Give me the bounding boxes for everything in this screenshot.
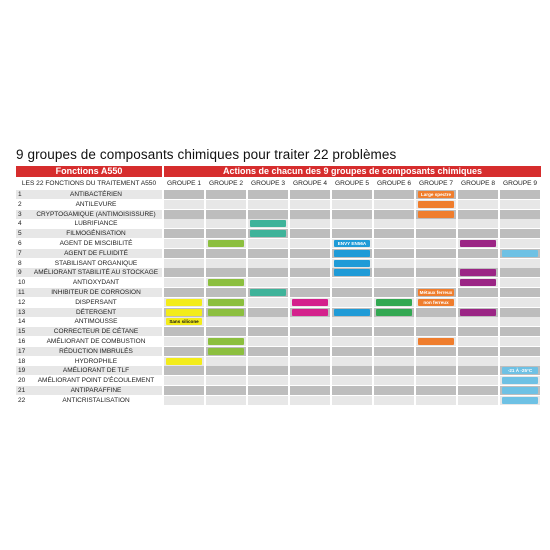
- row-function-name: STABILISANT ORGANIQUE: [54, 259, 138, 267]
- row-function-name: AMÉLIORANT DE COMBUSTION: [46, 338, 146, 345]
- group-cell: [206, 357, 246, 366]
- row-number: 6: [18, 240, 22, 247]
- action-mark-green: [208, 348, 244, 355]
- header-groups-actions: Actions de chacun des 9 groupes de composants chimiques: [164, 166, 541, 177]
- row-number: 12: [18, 298, 26, 306]
- group-cell: [374, 317, 414, 326]
- group-cell: [206, 229, 246, 238]
- group-cell: [416, 219, 456, 228]
- group-cell: [332, 190, 372, 199]
- group-cell: [206, 347, 246, 356]
- group-cell: [458, 298, 498, 307]
- group-cell: [374, 259, 414, 268]
- group-cell: [416, 396, 456, 405]
- row-number: 13: [18, 308, 26, 316]
- group-cell: [290, 317, 330, 326]
- group-cell: [248, 249, 288, 258]
- group-cell: [374, 210, 414, 219]
- group-header-6: GROUPE 6: [374, 179, 414, 189]
- action-mark-blue: [334, 269, 370, 276]
- group-cell: [164, 386, 204, 395]
- action-mark-label: non ferreux: [423, 299, 449, 305]
- row-number: 5: [18, 230, 22, 238]
- group-cell: [458, 308, 498, 317]
- action-mark-green: [208, 279, 244, 286]
- group-cell: [164, 229, 204, 238]
- group-cell: [164, 337, 204, 346]
- group-cell: [206, 288, 246, 297]
- group-cell: [458, 268, 498, 277]
- group-cell: [248, 298, 288, 307]
- group-cell: [164, 190, 204, 199]
- group-cell: [458, 249, 498, 258]
- group-header-1: GROUPE 1: [164, 179, 204, 189]
- group-cell: [332, 317, 372, 326]
- group-cell: [416, 386, 456, 395]
- group-cell: [458, 327, 498, 336]
- group-cell: [416, 366, 456, 375]
- row-number: 14: [18, 318, 26, 326]
- group-cell: [374, 357, 414, 366]
- group-cell: [248, 386, 288, 395]
- group-cell: [164, 366, 204, 375]
- group-cell: [500, 298, 540, 307]
- group-cell: [374, 396, 414, 405]
- group-cell: [248, 396, 288, 405]
- group-cell: [206, 200, 246, 209]
- group-cell: [332, 308, 372, 317]
- group-cell: [332, 337, 372, 346]
- group-cell: [500, 229, 540, 238]
- group-cell: [290, 366, 330, 375]
- group-cell: [290, 396, 330, 405]
- group-cell: [500, 249, 540, 258]
- row-number: 17: [18, 347, 26, 355]
- row-function-name: AMÉLIORANT STABILITÉ AU STOCKAGE: [33, 269, 159, 277]
- group-cell: [290, 190, 330, 199]
- row-number: 21: [18, 387, 26, 394]
- group-cell: [206, 190, 246, 199]
- row-number: 20: [18, 377, 26, 385]
- row-function-name: AGENT DE MISCIBILITÉ: [59, 240, 133, 247]
- action-mark-green: [208, 338, 244, 345]
- group-cell: [332, 259, 372, 268]
- group-cell: [332, 357, 372, 366]
- group-cell: [500, 239, 540, 248]
- group-cell: [458, 337, 498, 346]
- group-cell: [500, 259, 540, 268]
- group-cell: [206, 327, 246, 336]
- group-cell: [416, 278, 456, 287]
- group-cell: [248, 210, 288, 219]
- group-cell: [416, 259, 456, 268]
- group-cell: [206, 249, 246, 258]
- group-cell: [374, 200, 414, 209]
- row-function-name: AGENT DE FLUIDITÉ: [64, 249, 128, 257]
- group-cell: [248, 317, 288, 326]
- action-mark-lightblue: [502, 397, 538, 404]
- group-cell: [500, 366, 540, 375]
- group-cell: [164, 357, 204, 366]
- group-cell: [164, 376, 204, 385]
- group-cell: [248, 239, 288, 248]
- group-cell: [248, 357, 288, 366]
- group-cell: [332, 219, 372, 228]
- group-cell: [206, 268, 246, 277]
- group-cell: [458, 366, 498, 375]
- group-cell: [500, 357, 540, 366]
- row-number: 18: [18, 357, 26, 365]
- group-cell: [416, 376, 456, 385]
- group-cell: [416, 190, 456, 199]
- row-function-name: ANTICRISTALISATION: [62, 396, 130, 404]
- group-cell: [374, 239, 414, 248]
- group-header-8: GROUPE 8: [458, 179, 498, 189]
- group-cell: [206, 308, 246, 317]
- group-cell: [206, 298, 246, 307]
- group-cell: [458, 288, 498, 297]
- group-cell: [332, 278, 372, 287]
- group-cell: [500, 288, 540, 297]
- row-function-name: ANTIOXYDANT: [72, 279, 120, 287]
- group-cell: [374, 219, 414, 228]
- group-cell: [416, 249, 456, 258]
- action-mark-green: [208, 309, 244, 316]
- group-cell: [458, 386, 498, 395]
- group-cell: [416, 239, 456, 248]
- group-cell: [206, 239, 246, 248]
- group-cell: [164, 249, 204, 258]
- group-cell: [290, 298, 330, 307]
- action-mark-green: [208, 240, 244, 247]
- row-function-name: ANTILEVURE: [75, 200, 117, 208]
- row-function-name: HYDROPHILE: [74, 357, 118, 365]
- action-mark-blue: [334, 260, 370, 267]
- row-number: 4: [18, 220, 22, 228]
- group-cell: [290, 288, 330, 297]
- action-mark-yellow: [166, 358, 202, 365]
- row-number: 10: [18, 279, 26, 287]
- group-cell: [248, 308, 288, 317]
- group-cell: [290, 210, 330, 219]
- group-cell: [248, 190, 288, 199]
- row-function-name: ANTIBACTÉRIEN: [69, 191, 122, 198]
- group-cell: [248, 327, 288, 336]
- group-cell: [416, 200, 456, 209]
- group-cell: [416, 357, 456, 366]
- group-cell: [164, 278, 204, 287]
- subheader-functions: LES 22 FONCTIONS DU TRAITEMENT A550: [16, 179, 162, 189]
- group-cell: [206, 210, 246, 219]
- row-function-name: ANTIMOUSSE: [74, 318, 118, 326]
- group-cell: [164, 239, 204, 248]
- group-cell: [290, 259, 330, 268]
- group-cell: [416, 298, 456, 307]
- group-cell: [374, 268, 414, 277]
- action-mark-purple: [460, 309, 496, 316]
- row-function-name: CORRECTEUR DE CÉTANE: [53, 328, 139, 336]
- group-cell: [290, 347, 330, 356]
- row-function-name: DÉTERGENT: [75, 308, 117, 316]
- group-cell: [290, 268, 330, 277]
- group-cell: [290, 327, 330, 336]
- group-cell: [500, 268, 540, 277]
- action-mark-emerald: [376, 299, 412, 306]
- row-number: 8: [18, 259, 22, 267]
- group-cell: [500, 210, 540, 219]
- group-cell: [374, 327, 414, 336]
- group-cell: [206, 219, 246, 228]
- action-mark-label: Sans silicone: [169, 319, 199, 325]
- group-cell: [164, 288, 204, 297]
- group-cell: [290, 229, 330, 238]
- group-cell: [290, 308, 330, 317]
- row-number: 9: [18, 269, 22, 277]
- group-cell: [164, 200, 204, 209]
- group-cell: [206, 337, 246, 346]
- group-header-3: GROUPE 3: [248, 179, 288, 189]
- group-cell: [500, 376, 540, 385]
- row-function-name: INHIBITEUR DE CORROSION: [51, 289, 141, 296]
- action-mark-purple: [460, 279, 496, 286]
- group-cell: [416, 337, 456, 346]
- row-function-name: FILMOGÉNISATION: [66, 230, 126, 238]
- group-cell: [458, 259, 498, 268]
- group-cell: [332, 386, 372, 395]
- group-cell: [500, 327, 540, 336]
- action-mark-lightblue: [502, 377, 538, 384]
- row-number: 15: [18, 328, 26, 336]
- group-cell: [500, 317, 540, 326]
- row-function-name: CRYPTOGAMIQUE (ANTIMOISISSURE): [36, 210, 156, 218]
- row-number: 1: [18, 191, 22, 198]
- group-cell: [332, 298, 372, 307]
- group-cell: [290, 386, 330, 395]
- action-mark-teal: [250, 230, 286, 237]
- group-cell: [374, 376, 414, 385]
- group-cell: [332, 249, 372, 258]
- group-cell: [458, 190, 498, 199]
- group-cell: [332, 396, 372, 405]
- group-cell: [164, 317, 204, 326]
- group-header-2: GROUPE 2: [206, 179, 246, 189]
- action-mark-teal: [250, 220, 286, 227]
- group-cell: [374, 366, 414, 375]
- group-cell: [500, 190, 540, 199]
- group-cell: [164, 268, 204, 277]
- group-cell: [416, 308, 456, 317]
- group-cell: [374, 337, 414, 346]
- group-header-7: GROUPE 7: [416, 179, 456, 189]
- group-cell: [332, 268, 372, 277]
- group-cell: [332, 200, 372, 209]
- group-cell: [500, 219, 540, 228]
- group-cell: [416, 317, 456, 326]
- group-cell: [374, 190, 414, 199]
- group-cell: [206, 366, 246, 375]
- group-cell: [458, 357, 498, 366]
- group-cell: [374, 249, 414, 258]
- group-cell: [458, 239, 498, 248]
- row-number: 7: [18, 249, 22, 257]
- group-cell: [248, 219, 288, 228]
- row-number: 3: [18, 210, 22, 218]
- group-cell: [500, 347, 540, 356]
- group-cell: [206, 386, 246, 395]
- group-cell: [500, 200, 540, 209]
- action-mark-orange: [418, 338, 454, 345]
- action-mark-lightblue: [502, 387, 538, 394]
- group-cell: [248, 347, 288, 356]
- row-number: 11: [18, 289, 25, 296]
- action-mark-label: Large spectre: [420, 192, 452, 197]
- group-cell: [500, 278, 540, 287]
- group-cell: [374, 229, 414, 238]
- group-cell: [500, 396, 540, 405]
- group-cell: [248, 268, 288, 277]
- action-mark-purple: [460, 240, 496, 247]
- group-cell: [290, 278, 330, 287]
- group-cell: [206, 317, 246, 326]
- row-number: 2: [18, 200, 22, 208]
- action-mark-blue: [334, 309, 370, 316]
- row-number: 16: [18, 338, 26, 345]
- group-cell: [290, 337, 330, 346]
- group-cell: [500, 308, 540, 317]
- group-cell: [164, 210, 204, 219]
- group-cell: [290, 219, 330, 228]
- group-cell: [248, 366, 288, 375]
- action-mark-label: -21 À -25°C: [507, 368, 533, 374]
- group-cell: [290, 239, 330, 248]
- row-function-name: AMÉLIORANT POINT D'ÉCOULEMENT: [37, 377, 155, 385]
- row-function-name: DISPERSANT: [75, 298, 117, 306]
- group-cell: [332, 229, 372, 238]
- group-cell: [416, 229, 456, 238]
- group-cell: [458, 210, 498, 219]
- group-cell: [332, 239, 372, 248]
- group-header-5: GROUPE 5: [332, 179, 372, 189]
- action-mark-yellow: [166, 299, 202, 306]
- group-cell: [458, 317, 498, 326]
- action-mark-label: ENVY EN56A: [337, 241, 367, 246]
- group-cell: [164, 396, 204, 405]
- group-cell: [290, 249, 330, 258]
- group-cell: [332, 347, 372, 356]
- group-cell: [416, 347, 456, 356]
- group-cell: [206, 376, 246, 385]
- action-mark-teal: [250, 289, 286, 296]
- group-cell: [290, 376, 330, 385]
- group-cell: [332, 366, 372, 375]
- group-cell: [332, 327, 372, 336]
- action-mark-lightblue: [502, 250, 538, 257]
- group-cell: [164, 219, 204, 228]
- group-cell: [374, 288, 414, 297]
- action-mark-blue: [334, 250, 370, 257]
- group-cell: [164, 308, 204, 317]
- group-header-4: GROUPE 4: [290, 179, 330, 189]
- row-number: 19: [18, 367, 26, 375]
- action-mark-purple: [460, 269, 496, 276]
- group-cell: [374, 308, 414, 317]
- group-cell: [206, 278, 246, 287]
- group-cell: [332, 210, 372, 219]
- group-cell: [332, 288, 372, 297]
- group-cell: [248, 278, 288, 287]
- group-cell: [248, 259, 288, 268]
- group-cell: [500, 337, 540, 346]
- action-mark-magenta: [292, 299, 328, 306]
- group-cell: [458, 278, 498, 287]
- group-cell: [458, 200, 498, 209]
- action-mark-label: Métaux ferreux: [419, 290, 453, 295]
- group-cell: [374, 386, 414, 395]
- group-cell: [374, 298, 414, 307]
- group-cell: [290, 357, 330, 366]
- action-mark-green: [208, 299, 244, 306]
- action-mark-orange: [418, 211, 454, 218]
- group-cell: [248, 288, 288, 297]
- group-cell: [374, 347, 414, 356]
- group-cell: [416, 268, 456, 277]
- group-cell: [458, 347, 498, 356]
- group-cell: [332, 376, 372, 385]
- group-cell: [248, 200, 288, 209]
- action-mark-yellow: [166, 309, 202, 316]
- group-cell: [248, 376, 288, 385]
- action-mark-emerald: [376, 309, 412, 316]
- action-mark-magenta: [292, 309, 328, 316]
- group-cell: [458, 219, 498, 228]
- row-function-name: LUBRIFIANCE: [74, 220, 118, 228]
- group-cell: [290, 200, 330, 209]
- row-function-name: ANTIPARAFFINE: [70, 387, 122, 394]
- group-cell: [416, 288, 456, 297]
- group-cell: [164, 259, 204, 268]
- group-cell: [164, 298, 204, 307]
- group-cell: [458, 376, 498, 385]
- group-cell: [500, 386, 540, 395]
- group-cell: [206, 259, 246, 268]
- group-cell: [458, 229, 498, 238]
- group-cell: [164, 347, 204, 356]
- group-cell: [248, 337, 288, 346]
- page-title: 9 groupes de composants chimiques pour traiter 22 problèmes: [16, 147, 397, 162]
- group-cell: [416, 327, 456, 336]
- group-header-9: GROUPE 9: [500, 179, 540, 189]
- group-cell: [248, 229, 288, 238]
- action-mark-orange: [418, 201, 454, 208]
- group-cell: [416, 210, 456, 219]
- group-cell: [164, 327, 204, 336]
- row-number: 22: [18, 396, 26, 404]
- row-function-name: AMÉLIORANT DE TLF: [62, 367, 130, 375]
- group-cell: [458, 396, 498, 405]
- group-cell: [374, 278, 414, 287]
- header-functions: Fonctions A550: [16, 166, 162, 177]
- group-cell: [206, 396, 246, 405]
- row-function-name: RÉDUCTION IMBRULÉS: [59, 347, 133, 355]
